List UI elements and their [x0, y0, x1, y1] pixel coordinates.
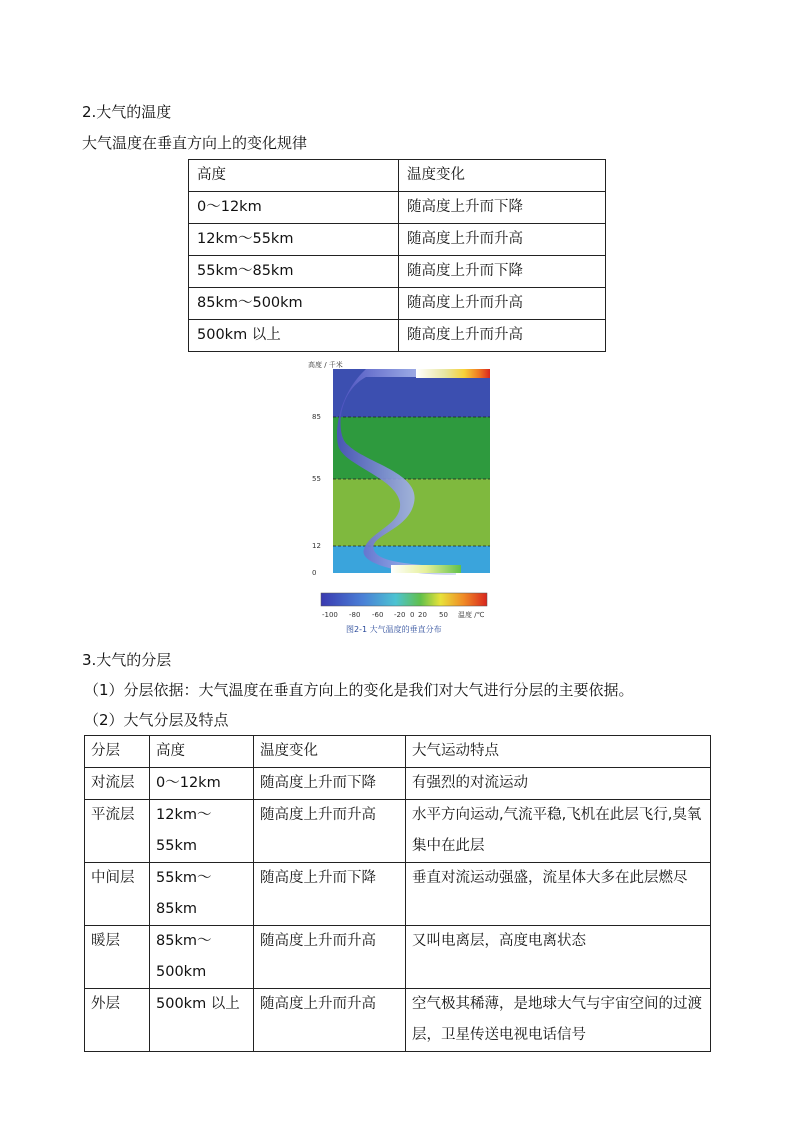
scale-unit: 温度 /℃	[458, 611, 485, 619]
surface-warm-band	[391, 565, 461, 573]
figure-caption: 图2-1 大气温度的垂直分布	[346, 625, 442, 634]
motion-feature-cell: 有强烈的对流运动	[406, 768, 711, 800]
temperature-table	[188, 159, 606, 352]
tick-85: 85	[312, 413, 321, 421]
scale-label: -20	[394, 611, 406, 619]
table-row	[85, 768, 711, 800]
temp-change-cell: 随高度上升而升高	[399, 288, 606, 320]
scale-label: -60	[372, 611, 384, 619]
height-cell: 500km 以上	[150, 989, 254, 1052]
temp-change-cell: 随高度上升而升高	[399, 320, 606, 352]
table-row	[85, 863, 711, 926]
tick-0: 0	[312, 569, 317, 577]
motion-feature-cell: 垂直对流运动强盛，流星体大多在此层燃尽	[406, 863, 711, 926]
header-cell: 温度变化	[254, 736, 406, 768]
height-cell: 12km～55km	[189, 224, 399, 256]
scale-label: -100	[322, 611, 338, 619]
height-cell: 12km～55km	[150, 800, 254, 863]
section3-point2: （2）大气分层及特点	[84, 711, 229, 729]
layer-name-cell: 平流层	[85, 800, 150, 863]
height-cell: 55km～85km	[150, 863, 254, 926]
layer-name-cell: 暖层	[85, 926, 150, 989]
section3-heading: 3.大气的分层	[82, 651, 172, 669]
temp-change-cell: 随高度上升而升高	[399, 224, 606, 256]
scale-label: -80	[349, 611, 361, 619]
motion-feature-cell: 水平方向运动,气流平稳,飞机在此层飞行,臭氧集中在此层	[406, 800, 711, 863]
height-cell: 85km～500km	[150, 926, 254, 989]
layer-name-cell: 外层	[85, 989, 150, 1052]
height-cell: 0～12km	[189, 192, 399, 224]
header-cell: 高度	[189, 160, 399, 192]
table-row	[189, 288, 606, 320]
section2-subheading: 大气温度在垂直方向上的变化规律	[82, 134, 308, 152]
table-header-row	[189, 160, 606, 192]
table-row	[85, 800, 711, 863]
table-row	[85, 989, 711, 1052]
height-cell: 0～12km	[150, 768, 254, 800]
height-cell: 500km 以上	[189, 320, 399, 352]
table-row	[189, 224, 606, 256]
scale-label: 20	[418, 611, 427, 619]
temperature-color-scale	[321, 593, 487, 606]
temp-change-cell: 随高度上升而下降	[254, 863, 406, 926]
mesosphere-band	[333, 417, 490, 479]
table-row	[85, 926, 711, 989]
layer-name-cell: 对流层	[85, 768, 150, 800]
temp-change-cell: 随高度上升而下降	[399, 192, 606, 224]
atmosphere-temperature-figure	[306, 353, 494, 640]
height-cell: 85km～500km	[189, 288, 399, 320]
header-cell: 温度变化	[399, 160, 606, 192]
figure-ylabel: 高度 / 千米	[308, 361, 343, 369]
layer-name-cell: 中间层	[85, 863, 150, 926]
header-cell: 大气运动特点	[406, 736, 711, 768]
header-cell: 分层	[85, 736, 150, 768]
table-row	[189, 320, 606, 352]
motion-feature-cell: 空气极其稀薄，是地球大气与宇宙空间的过渡层，卫星传送电视电话信号	[406, 989, 711, 1052]
header-cell: 高度	[150, 736, 254, 768]
temp-change-cell: 随高度上升而升高	[254, 926, 406, 989]
temp-change-cell: 随高度上升而升高	[254, 989, 406, 1052]
temp-change-cell: 随高度上升而升高	[254, 800, 406, 863]
scale-label: 0	[410, 611, 415, 619]
temp-change-cell: 随高度上升而下降	[399, 256, 606, 288]
height-cell: 55km～85km	[189, 256, 399, 288]
table-header-row	[85, 736, 711, 768]
table-row	[189, 256, 606, 288]
motion-feature-cell: 又叫电离层，高度电离状态	[406, 926, 711, 989]
tick-12: 12	[312, 542, 321, 550]
scale-label: 50	[439, 611, 448, 619]
atmosphere-layers-table	[84, 735, 711, 1052]
section2-heading: 2.大气的温度	[82, 103, 172, 121]
table-row	[189, 192, 606, 224]
tick-55: 55	[312, 475, 321, 483]
section3-point1: （1）分层依据：大气温度在垂直方向上的变化是我们对大气进行分层的主要依据。	[84, 681, 634, 699]
thermosphere-warm-band	[416, 369, 490, 378]
temp-change-cell: 随高度上升而下降	[254, 768, 406, 800]
